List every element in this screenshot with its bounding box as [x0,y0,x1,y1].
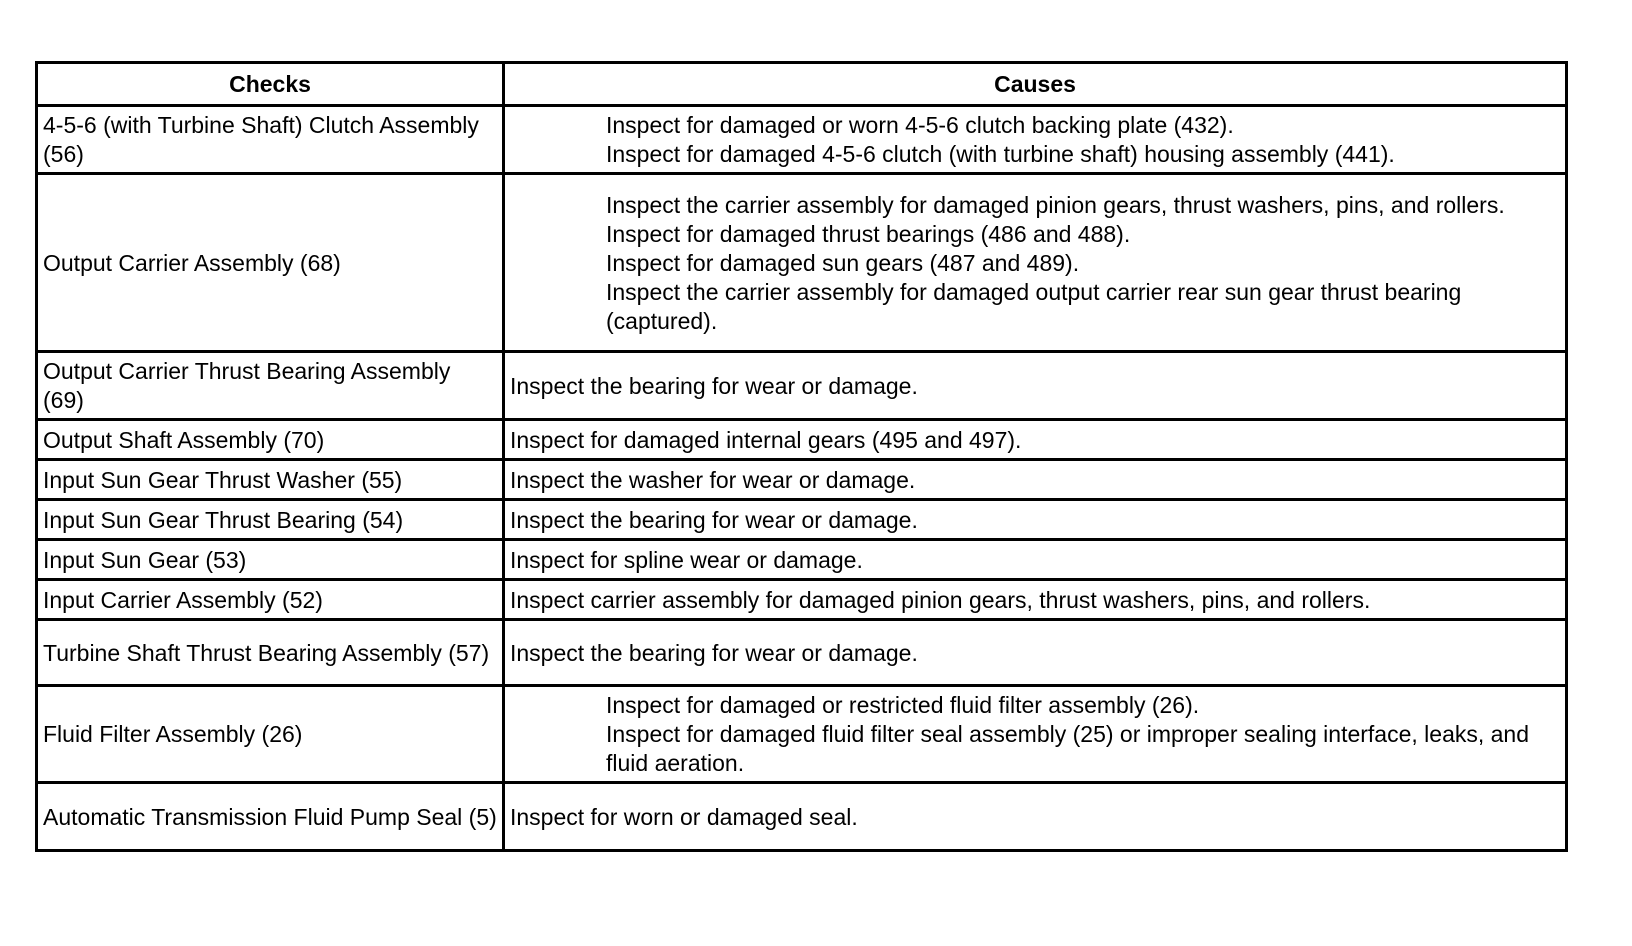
table-row [37,106,1567,174]
cause-cell: Inspect for spline wear or damage. [504,540,1567,580]
check-cell: 4-5-6 (with Turbine Shaft) Clutch Assembly (56) [37,106,504,174]
cause-item: Inspect for damaged 4-5-6 clutch (with turbine shaft) housing assembly (441). [606,141,1395,167]
check-cell: Input Sun Gear Thrust Washer (55) [37,460,504,500]
table-row [37,580,1567,620]
cause-cell: Inspect for damaged internal gears (495 and 497). [504,420,1567,460]
cause-item: Inspect the carrier assembly for damaged output carrier rear sun gear thrust bearing (captured). [606,278,1462,334]
check-cell: Fluid Filter Assembly (26) [37,686,504,783]
causes-list [510,691,1560,778]
cause-item: Inspect for damaged or restricted fluid filter assembly (26). [606,692,1200,718]
causes-list [510,111,1560,169]
table-row [37,620,1567,686]
cause-cell: Inspect the bearing for wear or damage. [504,500,1567,540]
check-cell: Input Sun Gear Thrust Bearing (54) [37,500,504,540]
table-row [37,540,1567,580]
check-cell: Input Sun Gear (53) [37,540,504,580]
table-row [37,460,1567,500]
table-row [37,420,1567,460]
causes-list [510,191,1560,336]
check-cell: Input Carrier Assembly (52) [37,580,504,620]
check-cell: Automatic Transmission Fluid Pump Seal (5) [37,783,504,851]
check-cell: Output Carrier Thrust Bearing Assembly (69) [37,352,504,420]
checks-causes-table [35,61,1568,852]
table-row [37,783,1567,851]
check-cell: Turbine Shaft Thrust Bearing Assembly (57) [37,620,504,686]
table-row [37,352,1567,420]
cause-cell: Inspect the bearing for wear or damage. [504,620,1567,686]
checks-column-header: Checks [37,63,504,106]
cause-item: Inspect for damaged sun gears (487 and 489). [606,249,1080,276]
cause-item: Inspect for damaged fluid filter seal assembly (25) or improper sealing interface, leaks, and fluid aeration. [606,721,1530,776]
cause-cell: Inspect the washer for wear or damage. [504,460,1567,500]
causes-cell [504,686,1567,783]
table-row [37,500,1567,540]
table-header-row [37,63,1567,106]
causes-cell [504,106,1567,174]
table-row [37,686,1567,783]
cause-cell: Inspect for worn or damaged seal. [504,783,1567,851]
causes-cell [504,174,1567,352]
checks-causes-table-wrapper [35,61,1565,852]
cause-cell: Inspect the bearing for wear or damage. [504,352,1567,420]
cause-item: Inspect the carrier assembly for damaged pinion gears, thrust washers, pins, and rollers. [606,191,1505,218]
table-row [37,174,1567,352]
cause-item: Inspect for damaged thrust bearings (486 and 488). [606,220,1131,247]
cause-item: Inspect for damaged or worn 4-5-6 clutch backing plate (432). [606,112,1234,138]
cause-cell: Inspect carrier assembly for damaged pinion gears, thrust washers, pins, and rollers. [504,580,1567,620]
check-cell: Output Carrier Assembly (68) [37,174,504,352]
check-cell: Output Shaft Assembly (70) [37,420,504,460]
causes-column-header: Causes [504,63,1567,106]
